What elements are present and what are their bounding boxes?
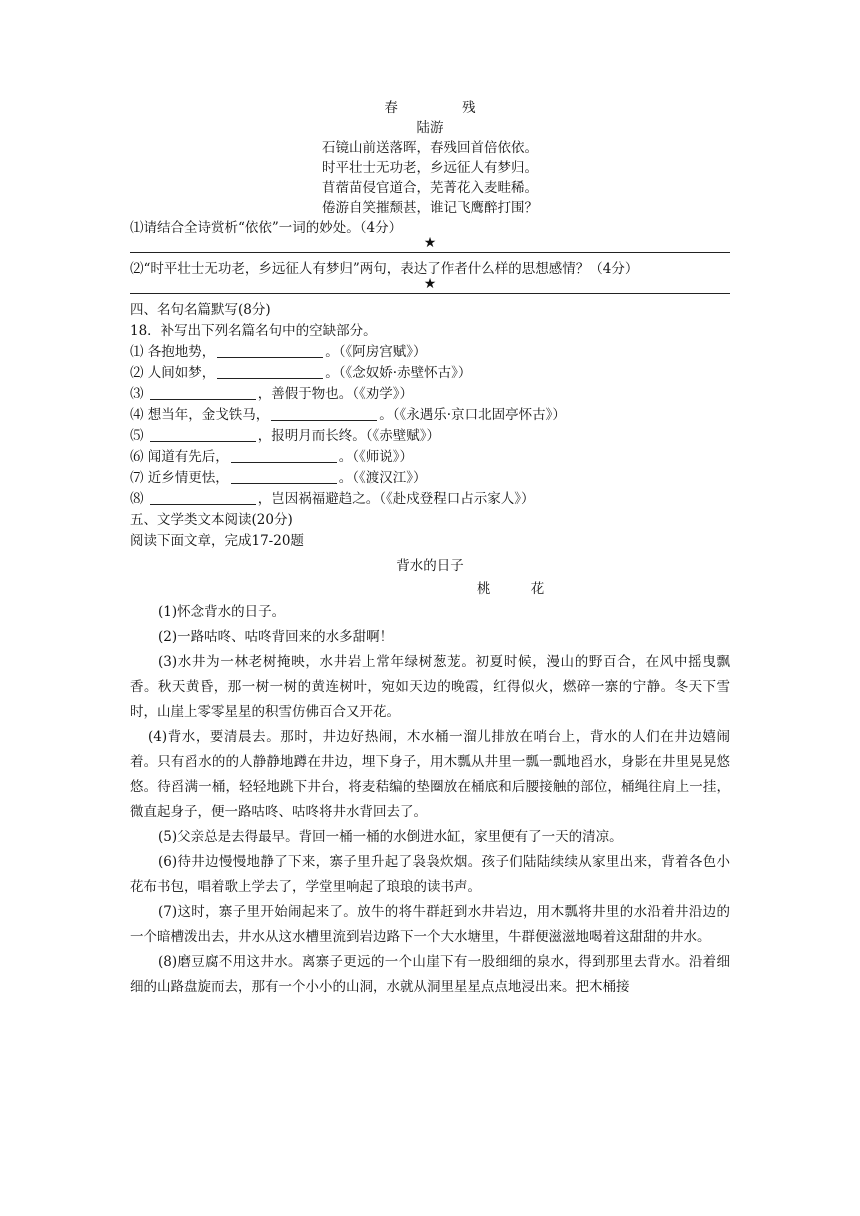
fill-blank[interactable] bbox=[150, 385, 256, 400]
fill-item-number: ⑸ bbox=[130, 428, 144, 444]
section5-instruction: 阅读下面文章，完成17-20题 bbox=[130, 533, 304, 549]
answer-rule bbox=[130, 293, 730, 294]
answer-rule bbox=[130, 252, 730, 253]
fill-item-before: 各抱地势， bbox=[147, 344, 216, 360]
fill-item bbox=[130, 384, 730, 405]
exam-page bbox=[130, 98, 730, 1000]
fill-item-after: 。（《念奴娇·赤壁怀古》） bbox=[325, 365, 472, 381]
fill-item-number: ⑻ bbox=[130, 491, 144, 507]
fill-item bbox=[130, 363, 730, 384]
article-paragraph: (5)父亲总是去得最早。背回一桶一桶的水倒进水缸，家里便有了一天的清凉。 bbox=[158, 829, 623, 845]
fill-blank[interactable] bbox=[231, 469, 337, 484]
poem-question-2: ⑵“时平壮士无功老，乡远征人有梦归”两句，表达了作者什么样的思想感情？（4分） bbox=[130, 261, 639, 277]
poem-author: 陆游 bbox=[416, 120, 444, 136]
star-icon: ★ bbox=[423, 235, 437, 251]
fill-blank[interactable] bbox=[150, 427, 256, 442]
fill-item-after: 。（《阿房宫赋》） bbox=[325, 344, 427, 360]
fill-item-after: ，岂因祸福避趋之。（《赴戍登程口占示家人》） bbox=[257, 491, 535, 507]
poem-line: 时平壮士无功老，乡远征人有梦归。 bbox=[322, 160, 538, 176]
fill-item-number: ⑵ bbox=[130, 365, 144, 381]
fill-item bbox=[130, 489, 730, 510]
fill-item-before: 想当年，金戈铁马， bbox=[147, 407, 270, 423]
fill-item bbox=[130, 447, 730, 468]
poem-title: 春 残 bbox=[384, 100, 506, 116]
answer-line-2 bbox=[130, 276, 730, 296]
fill-blank[interactable] bbox=[231, 448, 337, 463]
fill-item-after: 。（《永遇乐·京口北固亭怀古》） bbox=[379, 407, 566, 423]
star-icon: ★ bbox=[423, 276, 437, 292]
section4-instruction: 18．补写出下列名篇名句中的空缺部分。 bbox=[130, 323, 377, 339]
fill-item-number: ⑷ bbox=[130, 407, 144, 423]
fill-blank[interactable] bbox=[217, 364, 323, 379]
article-paragraph: (6)待井边慢慢地静了下来，寨子里升起了袅袅炊烟。孩子们陆陆续续从家里出来，背着各色小花布书包，唱着歌上学去了，学堂里响起了琅琅的读书声。 bbox=[130, 854, 730, 895]
fill-item-number: ⑺ bbox=[130, 470, 144, 486]
article-paragraph: (7)这时，寨子里开始闹起来了。放牛的将牛群赶到水井岩边，用木瓢将井里的水沿着井沿边的一个暗槽泼出去，井水从这水槽里流到岩边路下一个大水塘里，牛群便滋滋地喝着这甜甜的井水。 bbox=[130, 904, 730, 945]
fill-blank[interactable] bbox=[271, 406, 377, 421]
fill-item-before: 人间如梦， bbox=[147, 365, 216, 381]
fill-item-number: ⑴ bbox=[130, 344, 144, 360]
article-title: 背水的日子 bbox=[396, 558, 464, 574]
poem-line: 倦游自笑摧颓甚，谁记飞鹰醉打围？ bbox=[322, 200, 538, 216]
fill-item bbox=[130, 468, 730, 489]
fill-item-after: ，报明月而长终。（《赤壁赋》） bbox=[257, 428, 441, 444]
fill-item bbox=[130, 405, 730, 426]
fill-blank[interactable] bbox=[150, 490, 256, 505]
poem-line: 苜蓿苗侵官道合，芜菁花入麦畦稀。 bbox=[322, 180, 538, 196]
answer-line-1 bbox=[130, 235, 730, 255]
article-paragraph: (8)磨豆腐不用这井水。离寨子更远的一个山崖下有一股细细的泉水，得到那里去背水。沿着细细的山路盘旋而去，那有一个小小的山洞，水就从洞里星星点点地浸出来。把木桶接 bbox=[130, 954, 730, 995]
fill-item-after: 。（《师说》） bbox=[338, 449, 414, 465]
fill-item-before: 近乡情更怯， bbox=[147, 470, 229, 486]
fill-item-after: ，善假于物也。（《劝学》） bbox=[257, 386, 414, 402]
fill-item-after: 。（《渡汉江》） bbox=[338, 470, 427, 486]
section5-heading: 五、文学类文本阅读(20分) bbox=[130, 512, 293, 528]
fill-item-number: ⑶ bbox=[130, 386, 144, 402]
section4-heading: 四、名句名篇默写(8分) bbox=[130, 302, 271, 318]
article-paragraph: (4)背水，要清晨去。那时，井边好热闹，木水桶一溜儿排放在哨台上，背水的人们在井边嬉闹着。只有舀水的的人静静地蹲在井边，埋下身子，用木瓢从井里一瓢一瓢地舀水，身影在井里晃晃悠悠。待舀满一桶，轻轻地跳下井台，将麦秸编的垫圈放在桶底和后腰接触的部位，桶绳往肩上一挂，微直起身子，便一路咕咚、咕咚将井水背回去了。 bbox=[130, 729, 730, 820]
article-author: 桃 花 bbox=[477, 581, 563, 597]
fill-item bbox=[130, 342, 730, 363]
article-paragraph: (1)怀念背水的日子。 bbox=[158, 604, 286, 620]
fill-item bbox=[130, 426, 730, 447]
poem-question-1: ⑴请结合全诗赏析“依依”一词的妙处。（4分） bbox=[130, 220, 403, 236]
poem-line: 石镜山前送落晖，春残回首倍依依。 bbox=[322, 140, 538, 156]
fill-item-number: ⑹ bbox=[130, 449, 144, 465]
article-paragraph: (3)水井为一林老树掩映，水井岩上常年绿树葱茏。初夏时候，漫山的野百合，在风中摇曳飘香。秋天黄昏，那一树一树的黄连树叶，宛如天边的晚霞，红得似火，燃碎一寨的宁静。冬天下雪时，山崖上零零星星的积雪仿佛百合又开花。 bbox=[130, 654, 730, 720]
article-paragraph: (2)一路咕咚、咕咚背回来的水多甜啊！ bbox=[158, 629, 394, 645]
fill-blank[interactable] bbox=[217, 343, 323, 358]
fill-item-before: 闻道有先后， bbox=[147, 449, 229, 465]
